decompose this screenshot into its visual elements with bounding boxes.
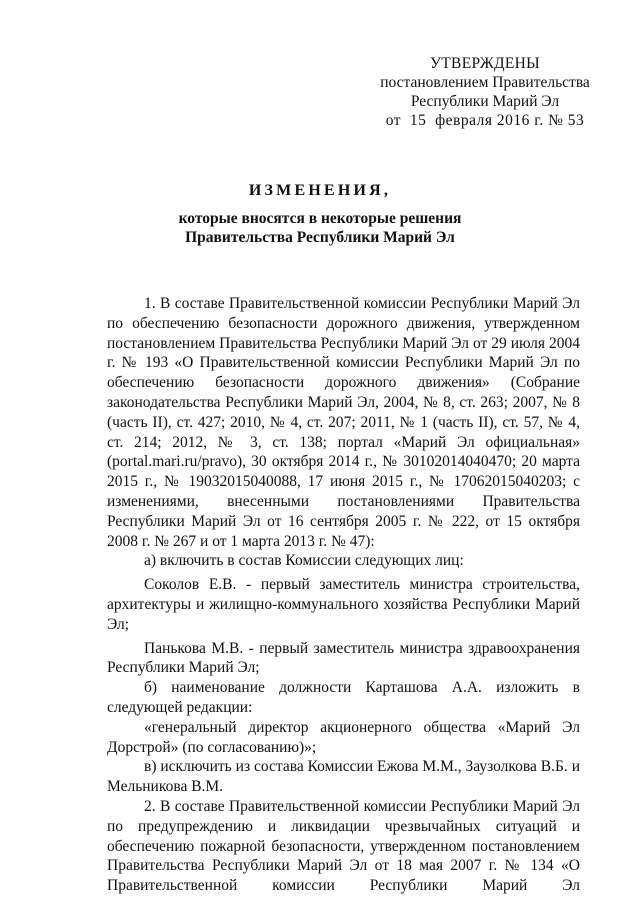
document-body bbox=[107, 294, 580, 896]
paragraph-pankova: Панькова М.В. - первый заместитель министра здравоохранения Республики Марий Эл; bbox=[107, 639, 580, 677]
approval-date-number: от 15 февраля 2016 г. № 53 bbox=[385, 112, 585, 129]
paragraph-1b: б) наименование должности Карташова А.А. изложить в следующей редакции: bbox=[107, 679, 580, 716]
document-subtitle bbox=[0, 209, 640, 247]
paragraph-1a: а) включить в состав Комиссии следующих лиц: bbox=[144, 552, 464, 570]
subtitle-line-2: Правительства Республики Марий Эл bbox=[185, 229, 455, 246]
paragraph-quote: «генеральный директор акционерного общества «Марий Эл Дорстрой» (по согласованию)»; bbox=[107, 718, 580, 756]
paragraph-1c: в) исключить из состава Комиссии Ежова М.М., Заузолкова В.Б. и Мельникова В.М. bbox=[107, 758, 580, 796]
document-title: ИЗМЕНЕНИЯ, bbox=[248, 182, 392, 199]
approval-line-1: постановлением Правительства bbox=[380, 74, 590, 91]
paragraph-1: 1. В составе Правительственной комиссии Республики Марий Эл по обеспечению безопасности дорожного движения, утвержденном постановлением Правительства Республики Марий Эл от 29 июля 2004 г. № 193 «О Правительственной комиссии Республики Марий Эл по обеспечению безопасности дорожного движения» (Собрание законодательства Республики Марий Эл, 2004, № 8, ст. 263; 2007, № 8 (часть II), ст. 427; 2010, № 4, ст. 207; 2011, № 1 (часть II), ст. 57, № 4, ст. 214; 2012, № 3, ст. 138; портал «Марий Эл официальная» (portal.mari.ru/pravo), 30 октября 2014 г., № 30102014040470; 20 марта 2015 г., № 19032015040088, 17 июня 2015 г., № 17062015040203; с изменениями, внесенными постановлениями Правительства Республики Марий Эл от 16 сентября 2005 г. № 222, от 15 октября 2008 г. № 267 и от 1 марта 2013 г. № 47): bbox=[107, 295, 580, 550]
paragraph-sokolov: Соколов Е.В. - первый заместитель министра строительства, архитектуры и жилищно-коммунального хозяйства Республики Марий Эл; bbox=[107, 576, 580, 633]
subtitle-line-1: которые вносятся в некоторые решения bbox=[178, 210, 462, 227]
approval-line-2: Республики Марий Эл bbox=[410, 93, 560, 110]
approval-heading: УТВЕРЖДЕНЫ bbox=[430, 55, 540, 72]
paragraph-2: 2. В составе Правительственной комиссии Республики Марий Эл по предупреждению и ликвидации чрезвычайных ситуаций и обеспечению пожарной безопасности, утвержденном постановлением Правительства Республики Марий Эл от 18 мая 2007 г. № 134 «О Правительственной комиссии Республики Марий Эл bbox=[107, 797, 580, 895]
approval-stamp bbox=[360, 54, 610, 130]
